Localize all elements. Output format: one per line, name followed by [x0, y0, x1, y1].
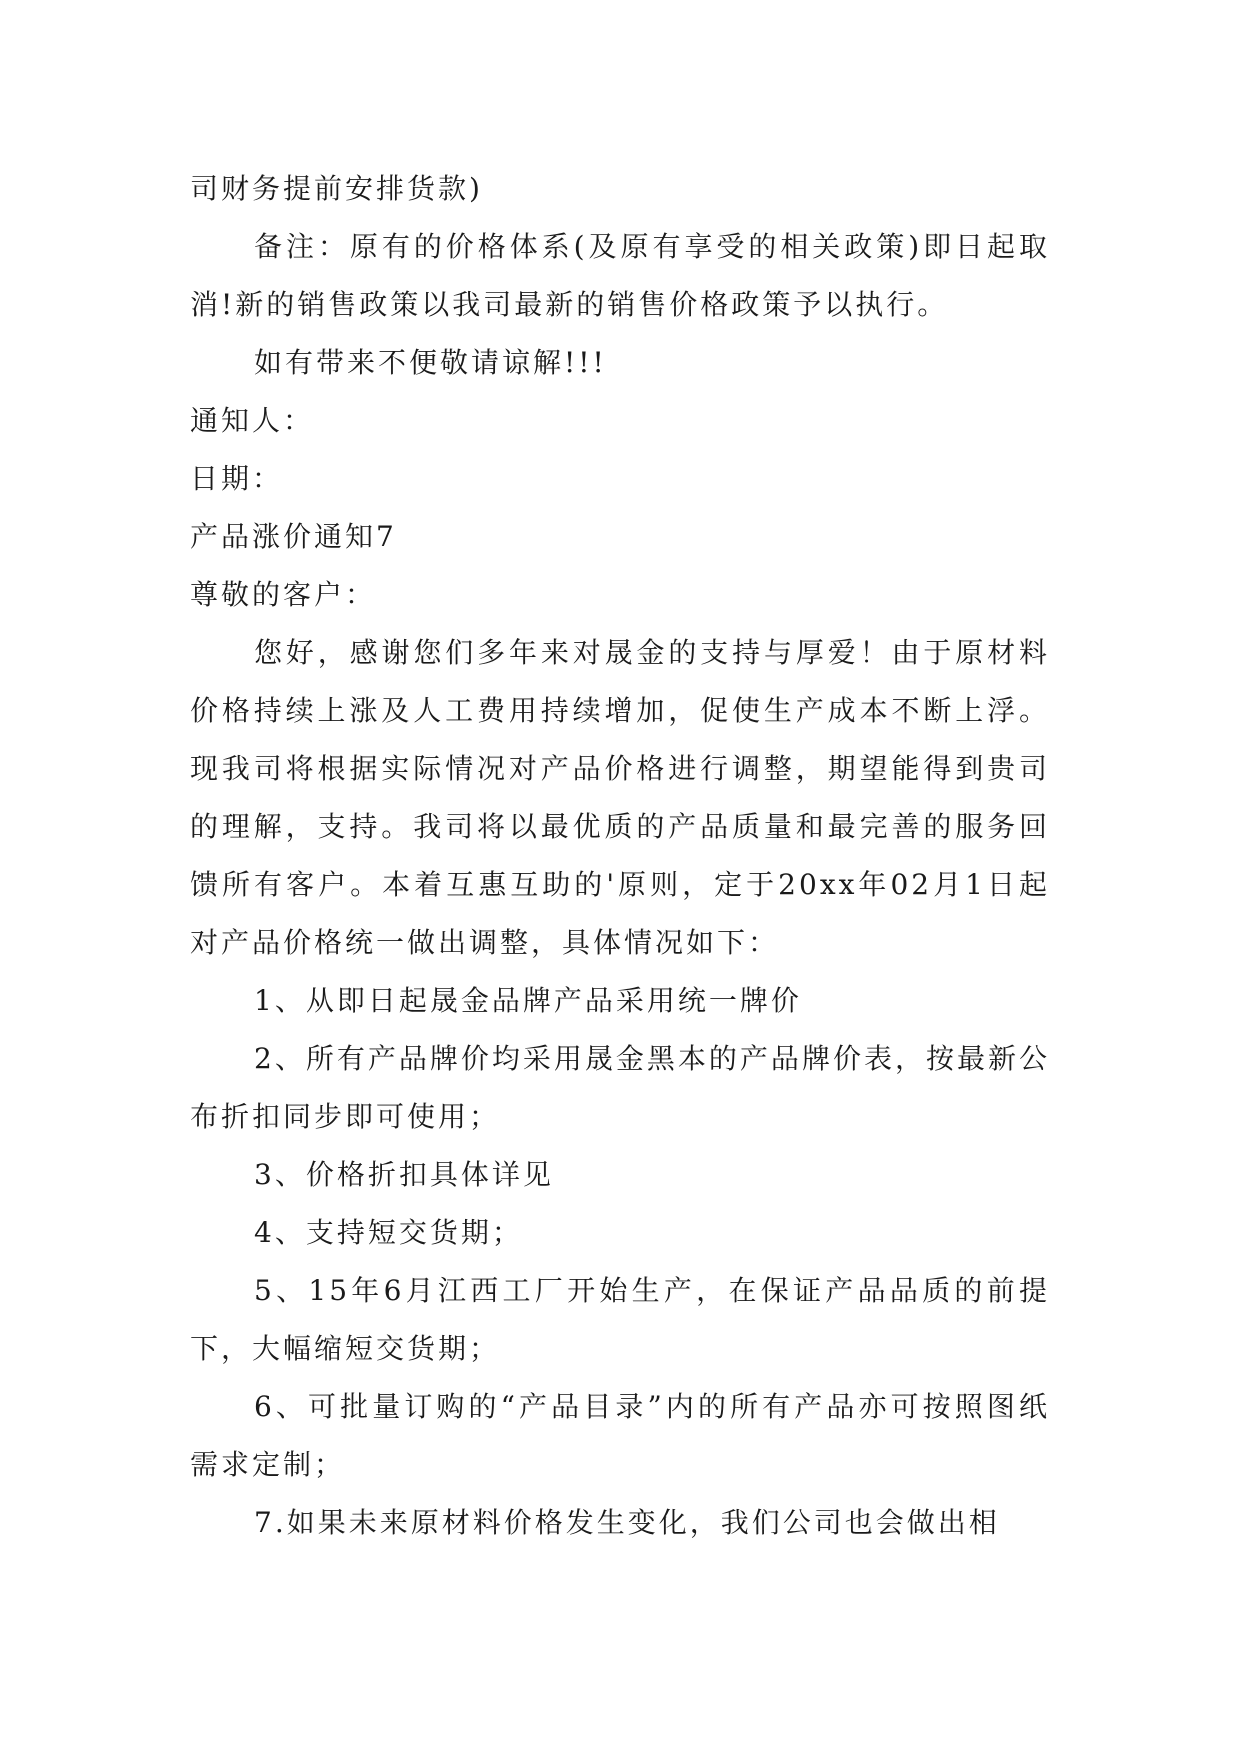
- list-item-6: 6、可批量订购的“产品目录”内的所有产品亦可按照图纸需求定制；: [190, 1390, 1050, 1481]
- list-item-1: 1、从即日起晟金品牌产品采用统一牌价: [254, 984, 802, 1017]
- list-item-7: 7.如果未来原材料价格发生变化，我们公司也会做出相: [254, 1506, 1000, 1539]
- document-body: [190, 160, 1050, 1552]
- paragraph-intro: 您好，感谢您们多年来对晟金的支持与厚爱！由于原材料价格持续上涨及人工费用持续增加，促使生产成本不断上浮。现我司将根据实际情况对产品价格进行调整，期望能得到贵司的理解，支持。我司将以最优质的产品质量和最完善的服务回馈所有客户。本着互惠互助的'原则，定于20xx年02月1日起对产品价格统一做出调整，具体情况如下：: [190, 636, 1050, 959]
- list-item-5: 5、15年6月江西工厂开始生产，在保证产品品质的前提下，大幅缩短交货期；: [190, 1274, 1050, 1365]
- paragraph-continuation: 司财务提前安排货款): [190, 172, 483, 205]
- section-title: 产品涨价通知7: [190, 520, 397, 553]
- paragraph-date: 日期：: [190, 462, 284, 495]
- paragraph-apology: 如有带来不便敬请谅解!!!: [254, 346, 607, 379]
- list-item-4: 4、支持短交货期；: [254, 1216, 523, 1249]
- paragraph-notifier: 通知人：: [190, 404, 315, 437]
- paragraph-salutation: 尊敬的客户：: [190, 578, 377, 611]
- list-item-2: 2、所有产品牌价均采用晟金黑本的产品牌价表，按最新公布折扣同步即可使用；: [190, 1042, 1050, 1133]
- list-item-3: 3、价格折扣具体详见: [254, 1158, 554, 1191]
- paragraph-remark: 备注：原有的价格体系(及原有享受的相关政策)即日起取消!新的销售政策以我司最新的销售价格政策予以执行。: [190, 230, 1050, 321]
